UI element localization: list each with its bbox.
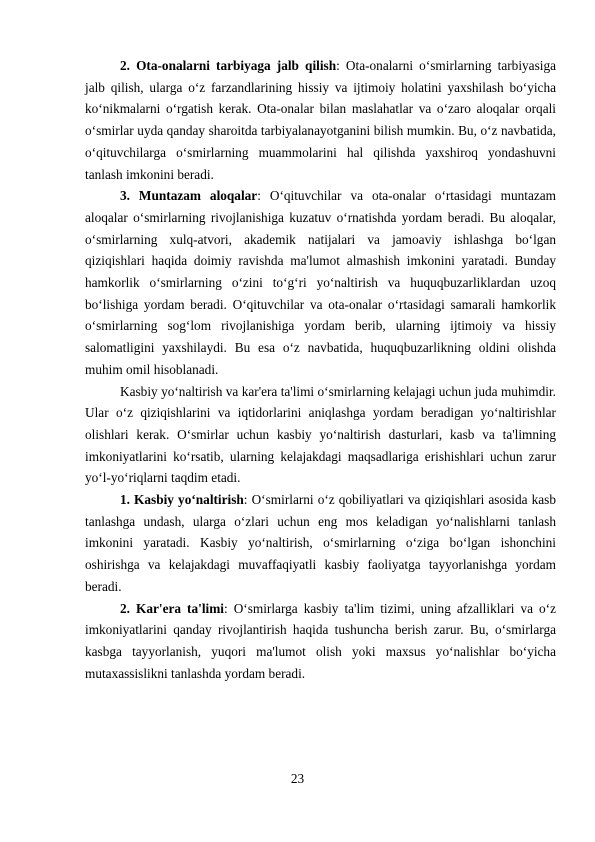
paragraph-career-guidance [85, 489, 556, 598]
paragraph-text: Kasbiy yo‘naltirish va kar'era ta'limi o‘smirlarning kelajagi uchun juda muhimdir. Ular o‘z qiziqishlarini va iqtidorlarini aniqlashga yordam beradigan yo‘naltirishlar olishlari kerak. O‘smirlar uchun kasbiy yo‘naltirish dasturlari, kasb va ta'limning imkoniyatlarini ko‘rsatib, ularning kelajakdagi maqsadlariga erishishlari uchun zarur yo‘l-yo‘riqlarni taqdim etadi. [85, 383, 556, 486]
paragraph-text: : O‘qituvchilar va ota-onalar o‘rtasidagi muntazam aloqalar o‘smirlarning rivojlanishiga kuzatuv o‘rnatishda yordam beradi. Bu aloqalar, o‘smirlarning xulq-atvori, akademik natijalari va jamoaviy ishlashga bo‘lgan qiziqishlari haqida doimiy ravishda ma'lumot almashish imkonini yaratadi. Bunday hamkorlik o‘smirlarning o‘zini to‘g‘ri yo‘naltirish va huquqbuzarliklardan uzoq bo‘lishiga yordam beradi. O‘qituvchilar va ota-onalar o‘rtasidagi samarali hamkorlik o‘smirlarning sog‘lom rivojlanishiga yordam berib, ularning ijtimoiy va hissiy salomatligini yaxshilaydi. Bu esa o‘z navbatida, huquqbuzarlikning oldini olishda muhim omil hisoblanadi. [85, 188, 556, 377]
paragraph-heading: 2. Kar'era ta'limi [120, 600, 224, 616]
paragraph-career-education [85, 598, 556, 685]
page-number: 23 [290, 771, 305, 786]
paragraph-heading: 2. Ota-onalarni tarbiyaga jalb qilish [120, 58, 337, 73]
paragraph-career-guidance-intro [85, 381, 556, 490]
paragraph-text: : Ota-onalarni o‘smirlarning tarbiyasiga jalb qilish, ularga o‘z farzandlarining hissiy va ijtimoiy holatini yaxshilash bo‘yicha ko‘nikmalarni o‘rgatish kerak. Ota-onalar bilan maslahatlar va o‘zaro aloqalar orqali o‘smirlar uyda qanday sharoitda tarbiyalanayotganini bilish mumkin. Bu, o‘z navbatida, o‘qituvchilarga o‘smirlarning muammolarini hal qilishda yaxshiroq yondashuvni tanlash imkonini beradi. [85, 58, 556, 182]
paragraph-text: : O‘smirlarni o‘z qobiliyatlari va qiziqishlari asosida kasb tanlashga undash, ularga o‘zlari uchun eng mos keladigan yo‘nalishlarni tanlash imkonini yaratadi. Kasbiy yo‘naltirish, o‘smirlarning o‘ziga bo‘lgan ishonchini oshirishga va kelajakdagi muvaffaqiyatli kasbiy faoliyatga tayyorlanishga yordam beradi. [85, 492, 556, 594]
document-body [85, 55, 556, 684]
paragraph-heading: 1. Kasbiy yo‘naltirish [120, 492, 244, 508]
paragraph-text: : O‘smirlarga kasbiy ta'lim tizimi, uning afzalliklari va o‘z imkoniyatlarini qanday rivojlantirish haqida tushuncha berish zarur. Bu, o‘smirlarga kasbga tayyorlanish, yuqori ma'lumot olish yoki maxsus yo‘nalishlar bo‘yicha mutaxassislikni tanlashda yordam beradi. [85, 600, 556, 681]
paragraph-parent-involvement [85, 55, 556, 185]
paragraph-heading: 3. Muntazam aloqalar [120, 188, 258, 204]
paragraph-regular-contact [85, 185, 556, 380]
